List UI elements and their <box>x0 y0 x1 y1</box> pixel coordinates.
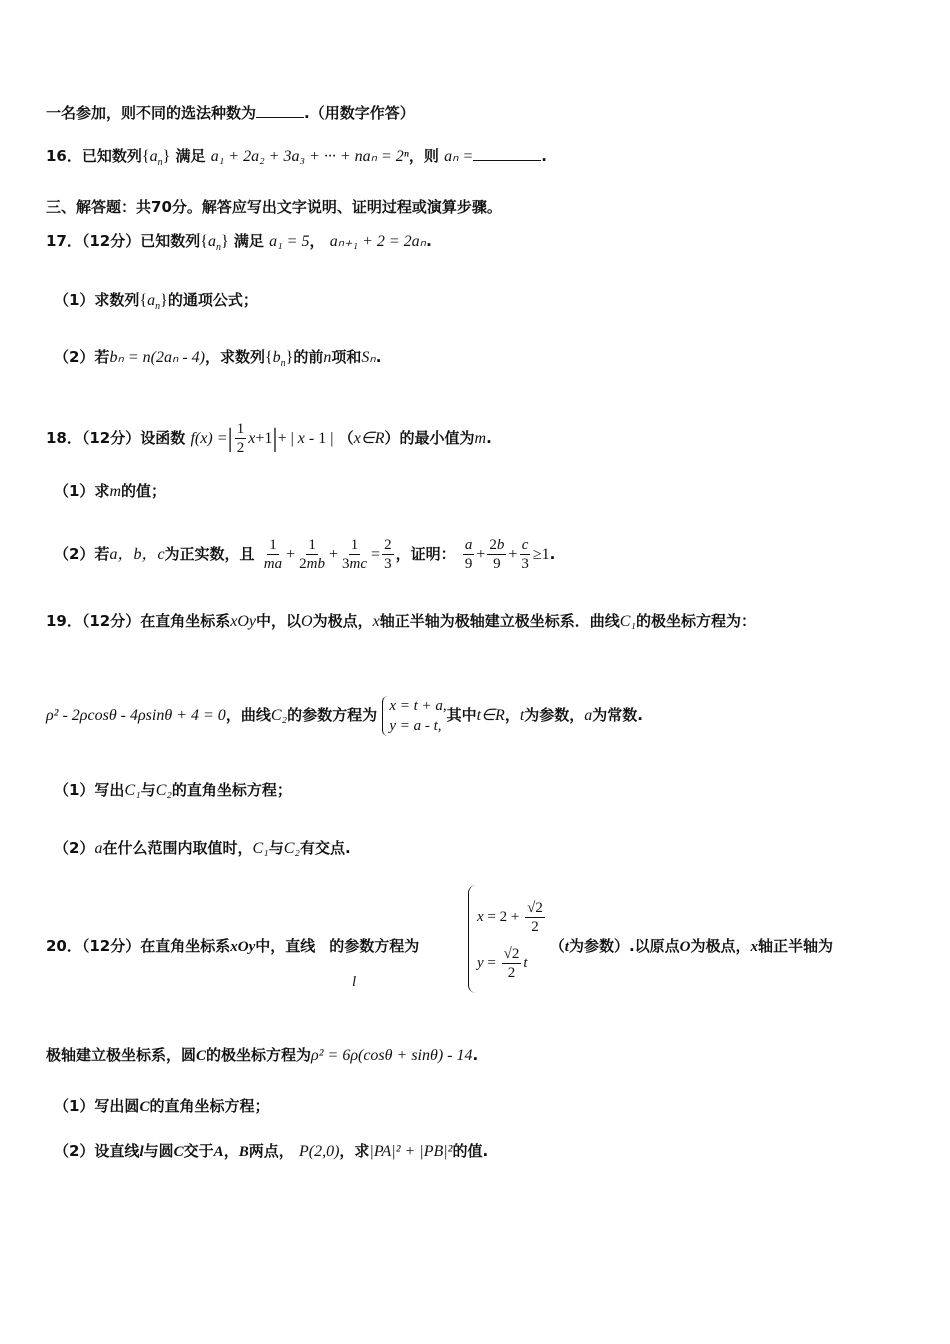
section-3-heading: 三、解答题：共70分。解答应写出文字说明、证明过程或演算步骤。 <box>46 198 502 216</box>
q17-part-1: （1）求数列$\{a_n\}$的通项公式； <box>54 291 258 313</box>
answer-blank <box>473 146 541 161</box>
answer-blank <box>256 103 304 118</box>
q18-part-1: （1）求m的值； <box>54 482 167 500</box>
q19-part-1: （1）写出C₁与C₂的直角坐标方程； <box>54 781 292 799</box>
q20-param-system: x = 2 + $\frac{√2}{2}$ y = $\frac{√2}{2}$ t <box>468 885 477 993</box>
q18-part-2: （2）若a，b，c为正实数，且 $\frac{1}{ma}$ + $\frac{1}{2mb}$ + $\frac{1}{3mc}$ = $\frac{2}{3}$ ，证明： $\frac{a}{9}$ + $\frac{2b}{9}$ + $\frac{c}{3}$ ≥1. <box>54 537 556 572</box>
question-20: 20．（12分）在直角坐标系xOy中，直线 的参数方程为 （t为参数）.以原点O为极点，x轴正半轴为 <box>46 937 834 955</box>
question-16: 16．已知数列$\{a_n\}$ 满足 a₁ + 2a₂ + 3a₃ + ··· + naₙ = 2ⁿ，则 aₙ = . <box>46 147 547 169</box>
question-19: 19．（12分）在直角坐标系xOy中，以O为极点，x轴正半轴为极轴建立极坐标系．曲线C₁的极坐标方程为： <box>46 612 756 630</box>
question-18: 18．（12分）设函数 f(x) =| $\frac{1}{2}$ x+1|+ | x - 1 | （x∈R）的最小值为m. <box>46 421 492 456</box>
q20-line-label: l <box>352 974 357 990</box>
q15-tail-line: 一名参加，则不同的选法种数为 .（用数字作答） <box>46 104 415 122</box>
q19-equations-line: ρ² - 2ρcosθ - 4ρsinθ + 4 = 0，曲线C₂的参数方程为 x = t + a, y = a - t, 其中t∈R，t为参数，a为常数. <box>46 697 643 734</box>
q19-part-2: （2）a在什么范围内取值时，C₁与C₂有交点. <box>54 839 351 857</box>
question-17: 17．（12分）已知数列$\{a_n\}$ 满足 a₁ = 5， aₙ₊₁ + 2 = 2aₙ. <box>46 232 432 254</box>
q16-equation: a₁ + 2a₂ + 3a₃ + ··· + naₙ = 2ⁿ <box>210 148 409 165</box>
q20-part-2: （2）设直线l与圆C交于A，B两点， P(2,0)，求|PA|² + |PB|²的值. <box>54 1142 489 1160</box>
q20-line-2: 极轴建立极坐标系，圆C的极坐标方程为ρ² = 6ρ(cosθ + sinθ) - 14. <box>46 1046 479 1064</box>
q17-part-2: （2）若bₙ = n(2aₙ - 4)，求数列$\{b_n\}$的前n项和Sₙ. <box>54 348 382 370</box>
q20-part-1: （1）写出圆C的直角坐标方程； <box>54 1097 270 1115</box>
q19-param-system: x = t + a, y = a - t, <box>382 696 446 736</box>
